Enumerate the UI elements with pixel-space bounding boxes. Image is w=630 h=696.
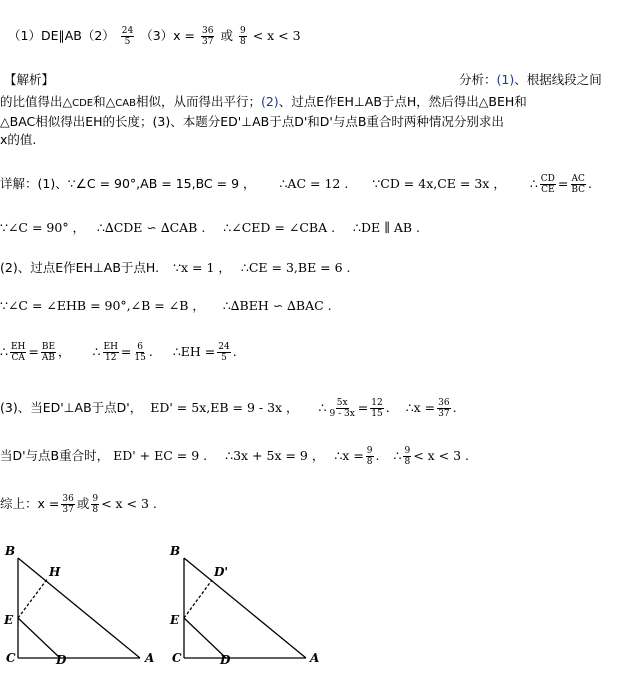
- label-D2: D: [220, 653, 231, 667]
- solution-line-7: 当D'与点B重合时， ED' + EC = 9 . ∴3x + 5x = 9 ， ∴x = $\frac{9}{8}$ . ∴ $\frac{9}{8}$ < x < 3 .: [0, 446, 470, 467]
- solution-line-3: (2)、过点E作EH⊥AB于点H. ∵x = 1 ， ∴CE = 3,BE = 6 .: [0, 260, 351, 275]
- label-H: H: [49, 565, 61, 579]
- fraction: $\frac{9}{8}$: [239, 26, 246, 47]
- figure-1: [18, 558, 140, 658]
- analysis-title: 【解析】: [4, 72, 55, 87]
- analysis-line-2: 的比值得出△CDE和△CAB相似，从而得出平行；(2)、过点E作EH⊥AB于点H，然后得出△BEH和: [0, 94, 527, 109]
- label-D-prime: D': [214, 565, 229, 579]
- solution-line-8: 综上：x = $\frac{36}{37}$ 或 $\frac{9}{8}$ < x < 3 .: [0, 494, 157, 515]
- label-D: D: [56, 653, 67, 667]
- label-C2: C: [172, 651, 182, 665]
- solution-line-5: ∴ $\frac{EH}{CA}$ = $\frac{BE}{AB}$ ， ∴ $\frac{EH}{12}$ = $\frac{6}{15}$ . ∴EH = $\frac{24}{5}$ .: [0, 342, 237, 363]
- answer-line: （1）DE∥AB（2） $\frac{24}{5}$ （3）x = $\frac{36}{37}$ 或 $\frac{9}{8}$ < x < 3: [8, 26, 301, 47]
- solution-line-6: (3)、当ED'⊥AB于点D'， ED' = 5x,EB = 9 - 3x ， ∴ $\frac{5x}{9 - 3x}$ = $\frac{12}{15}$ . ∴x = $\frac{36}{37}$ .: [0, 398, 457, 419]
- fraction: $\frac{24}{5}$: [121, 26, 134, 47]
- label-B: B: [5, 546, 16, 558]
- fraction: $\frac{36}{37}$: [202, 26, 214, 47]
- figure-2: [184, 558, 306, 658]
- label-A: A: [145, 651, 155, 665]
- solution-line-2: ∵∠C = 90° ， ∴∆CDE ∽ ∆CAB . ∴∠CED = ∠CBA . ∴DE ∥ AB .: [0, 220, 421, 235]
- label-E2: E: [170, 613, 180, 627]
- analysis-line-3: △BAC相似得出EH的长度；(3)、本题分ED'⊥AB于点D'和D'与点B重合时两种情况分别求出: [0, 114, 504, 129]
- solution-line-1: 详解：(1)、∵∠C = 90°,AB = 15,BC = 9 ， ∴AC = 12 . ∵CD = 4x,CE = 3x ， ∴ $\frac{CD}{CE}$ = $\frac{AC}{BC}$ .: [0, 174, 593, 195]
- label-B2: B: [170, 546, 181, 558]
- label-C: C: [6, 651, 16, 665]
- label-A2: A: [310, 651, 320, 665]
- label-E: E: [4, 613, 14, 627]
- analysis-line-1: 分析：(1)、根据线段之间: [459, 72, 602, 87]
- analysis-line-4: x的值.: [0, 132, 37, 147]
- solution-line-4: ∵∠C = ∠EHB = 90°,∠B = ∠B ， ∴∆BEH ∽ ∆BAC .: [0, 298, 332, 313]
- geometry-figures: [0, 546, 630, 696]
